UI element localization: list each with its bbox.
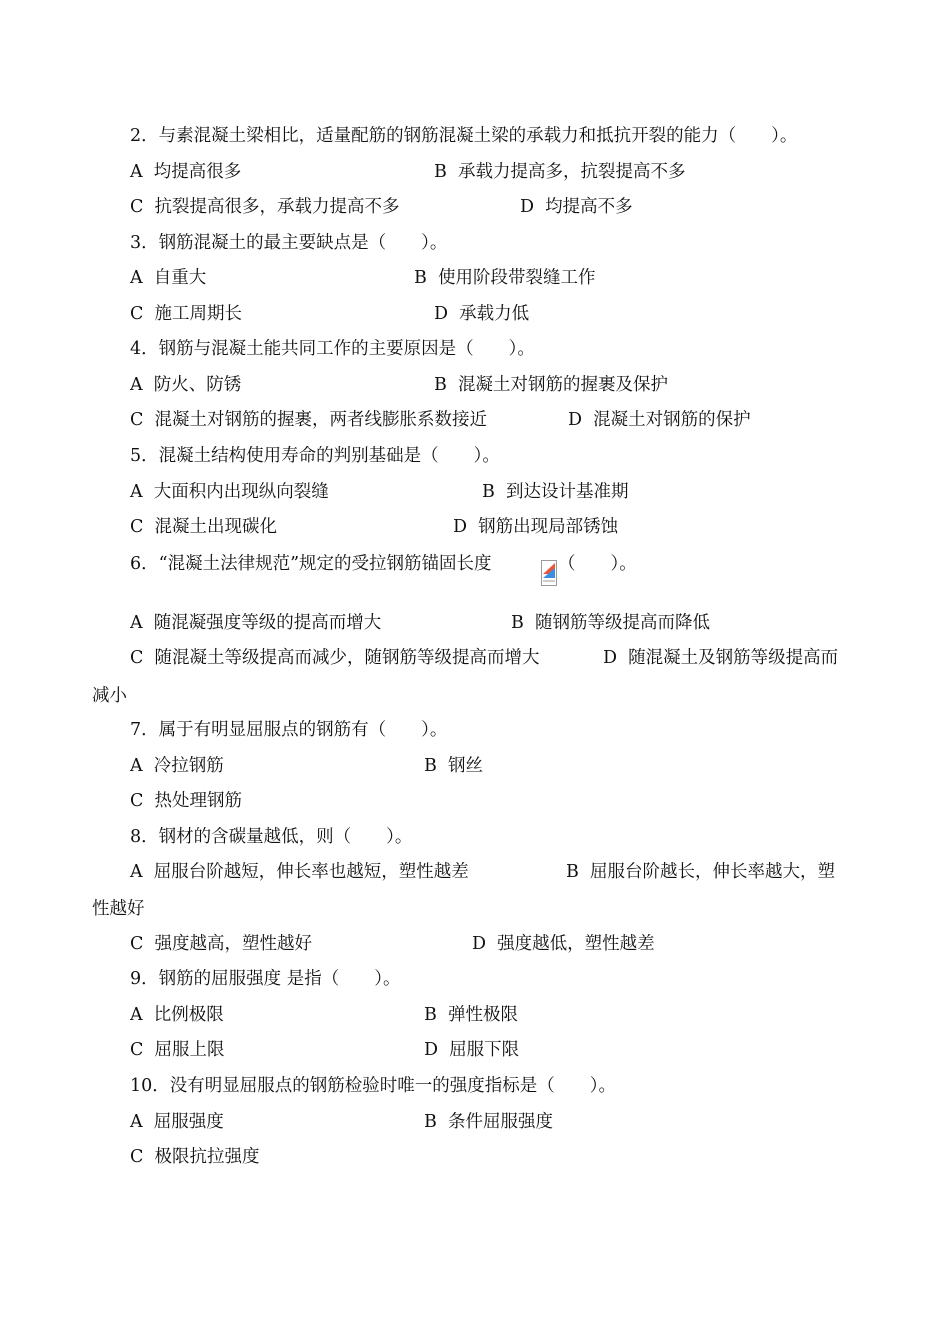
question-2-option-c: C 抗裂提高很多，承载力提高不多: [130, 197, 400, 217]
question-8-option-c: C 强度越高，塑性越好: [130, 934, 313, 954]
question-6-option-d-continued: 减小: [92, 686, 127, 706]
question-8-option-a: A 屈服台阶越短，伸长率也越短，塑性越差: [130, 862, 469, 882]
question-7-option-a: A 冷拉钢筋: [130, 756, 224, 776]
question-9-option-a: A 比例极限: [130, 1005, 224, 1025]
question-9-stem: 9．钢筋的屈服强度 是指（ ）。: [130, 969, 401, 989]
question-9-option-c: C 屈服上限: [130, 1040, 225, 1060]
question-6-stem-start: 6．“混凝土法律规范”规定的受拉钢筋锚固长度: [130, 554, 492, 574]
question-4-option-c: C 混凝土对钢筋的握裹，两者线膨胀系数接近: [130, 410, 488, 430]
question-6-option-a: A 随混凝强度等级的提高而增大: [130, 613, 382, 633]
question-3-option-a: A 自重大: [130, 268, 207, 288]
question-3-stem: 3．钢筋混凝土的最主要缺点是（ ）。: [130, 233, 448, 253]
question-2-stem: 2．与素混凝土梁相比，适量配筋的钢筋混凝土梁的承载力和抵抗开裂的能力（ ）。: [130, 126, 798, 146]
question-7-stem: 7．属于有明显屈服点的钢筋有（ ）。: [130, 720, 448, 740]
question-10-option-c: C 极限抗拉强度: [130, 1147, 260, 1167]
question-6-stem-end: （ ）。: [558, 554, 637, 574]
question-2-option-b: B 承载力提高多，抗裂提高不多: [434, 162, 686, 182]
question-8-stem: 8．钢材的含碳量越低，则（ ）。: [130, 827, 413, 847]
question-5-option-d: D 钢筋出现局部锈蚀: [453, 517, 619, 537]
question-8-option-d: D 强度越低，塑性越差: [472, 934, 655, 954]
question-4-option-a: A 防火、防锈: [130, 375, 242, 395]
question-5-option-b: B 到达设计基准期: [482, 482, 629, 502]
question-3-option-c: C 施工周期长: [130, 304, 243, 324]
question-10-option-b: B 条件屈服强度: [424, 1112, 553, 1132]
question-10-stem: 10．没有明显屈服点的钢筋检验时唯一的强度指标是（ ）。: [130, 1076, 617, 1096]
question-9-option-b: B 弹性极限: [424, 1005, 518, 1025]
question-6-option-b: B 随钢筋等级提高而降低: [511, 613, 710, 633]
question-4-option-b: B 混凝土对钢筋的握裹及保护: [434, 375, 668, 395]
question-4-option-d: D 混凝土对钢筋的保护: [568, 410, 751, 430]
question-3-option-d: D 承载力低: [434, 304, 530, 324]
question-8-option-b: B 屈服台阶越长，伸长率越大，塑: [566, 862, 835, 882]
question-2-option-d: D 均提高不多: [520, 197, 633, 217]
question-2-option-a: A 均提高很多: [130, 162, 242, 182]
question-7-option-b: B 钢丝: [424, 756, 483, 776]
question-9-option-d: D 屈服下限: [424, 1040, 520, 1060]
question-7-option-c: C 热处理钢筋: [130, 791, 243, 811]
broken-image-icon: [541, 560, 557, 586]
question-5-option-a: A 大面积内出现纵向裂缝: [130, 482, 329, 502]
question-3-option-b: B 使用阶段带裂缝工作: [414, 268, 596, 288]
question-10-option-a: A 屈服强度: [130, 1112, 224, 1132]
question-5-stem: 5．混凝土结构使用寿命的判别基础是（ ）。: [130, 446, 500, 466]
question-5-option-c: C 混凝土出现碳化: [130, 517, 278, 537]
question-6-option-c: C 随混凝土等级提高而减少，随钢筋等级提高而增大: [130, 648, 540, 668]
question-4-stem: 4．钢筋与混凝土能共同工作的主要原因是（ ）。: [130, 339, 535, 359]
question-8-option-b-continued: 性越好: [92, 899, 145, 919]
question-6-option-d: D 随混凝土及钢筋等级提高而: [603, 648, 839, 668]
